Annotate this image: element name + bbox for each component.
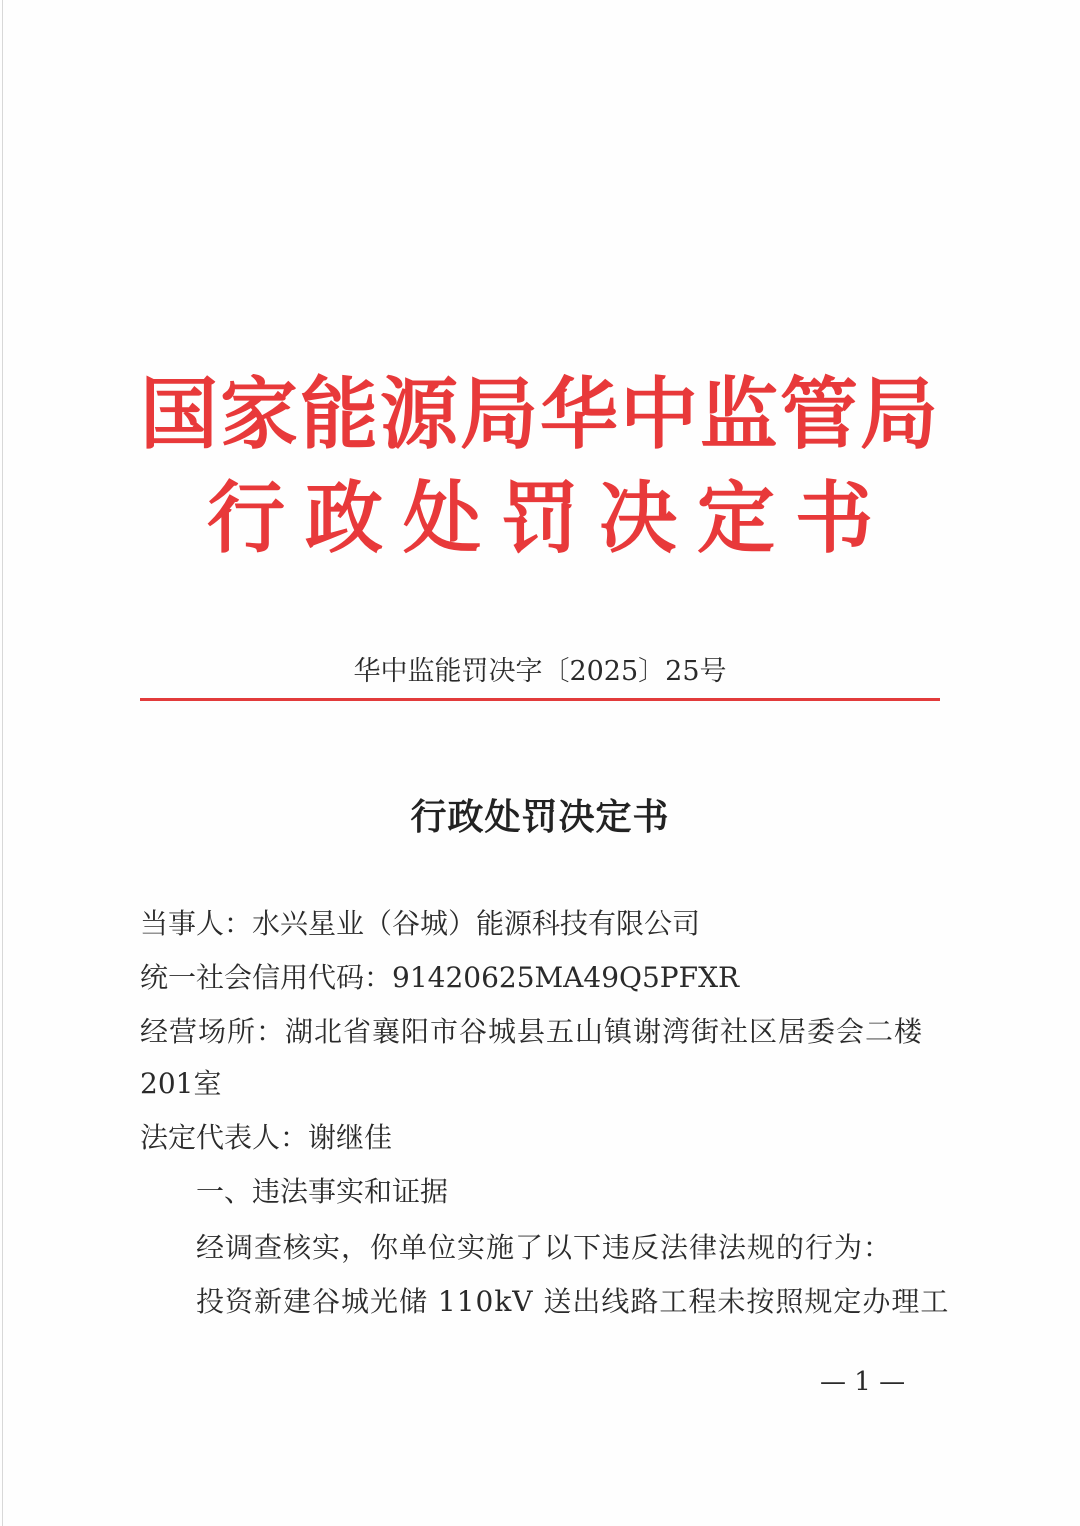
address-line-continued: 201室 [140,1067,222,1100]
credit-code-line: 统一社会信用代码：91420625MA49Q5PFXR [140,961,740,994]
body-paragraph: 经调查核实，你单位实施了以下违反法律法规的行为： [196,1231,893,1264]
address-line: 经营场所：湖北省襄阳市谷城县五山镇谢湾街社区居委会二楼 [140,1015,924,1048]
body-paragraph: 投资新建谷城光储 110kV 送出线路工程未按照规定办理工 [196,1285,950,1318]
document-number: 华中监能罚决字〔2025〕25号 [353,656,727,687]
document-type-header: 行政处罚决定书 [206,474,893,564]
document-title: 行政处罚决定书 [410,796,670,838]
legal-representative-line: 法定代表人：谢继佳 [140,1121,393,1154]
party-line: 当事人：水兴星业（谷城）能源科技有限公司 [140,907,701,940]
red-divider [140,698,940,701]
scan-edge-line [2,0,3,1526]
page-number: — 1 — [820,1367,906,1397]
issuer-header: 国家能源局华中监管局 [139,370,940,460]
section-heading: 一、违法事实和证据 [196,1175,449,1208]
